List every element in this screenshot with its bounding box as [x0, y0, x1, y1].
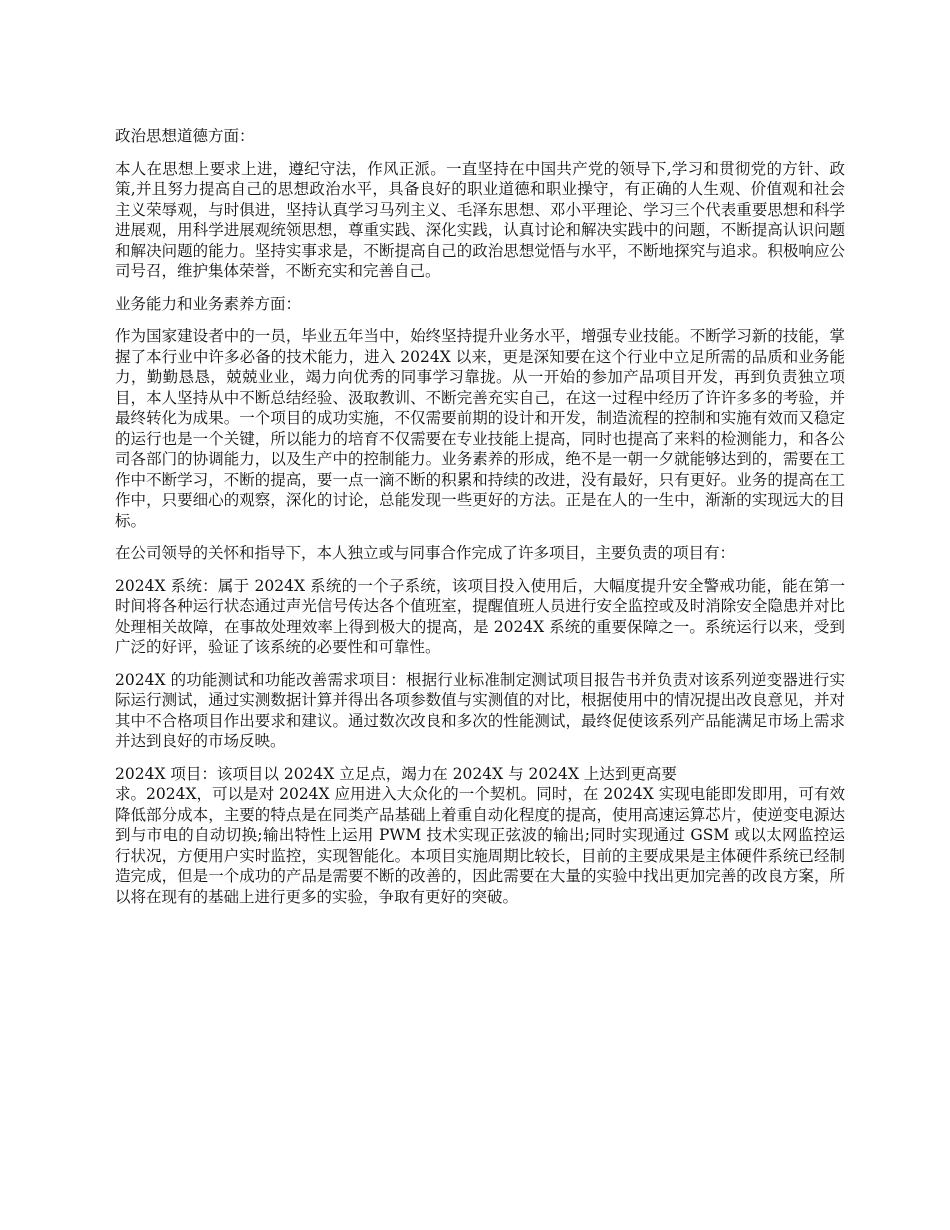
paragraph-politics: 本人在思想上要求上进，遵纪守法，作风正派。一直坚持在中国共产党的领导下,学习和贯彻党的方针、政策,并且努力提高自己的思想政治水平，具备良好的职业道德和职业操守，有正确的人生观、价值观和社会主义荣辱观，与时俱进，坚持认真学习马列主义、毛泽东思想、邓小平理论、学习三个代表重要思想和科学进展观，用科学进展观统领思想，尊重实践、深化实践，认真讨论和解决实践中的问题，不断提高认识问题和解决问题的能力。坚持实事求是，不断提高自己的政治思想觉悟与水平，不断地探究与追求。积极响应公司号召，维护集体荣誉，不断充实和完善自己。 — [115, 159, 845, 280]
section-heading-politics: 政治思想道德方面： — [115, 127, 255, 145]
paragraph-project-inverter-line1: 2024X 项目：该项目以 2024X 立足点，竭力在 2024X 与 2024X 上达到更高要 — [115, 764, 677, 783]
paragraph-project-inverter — [115, 764, 845, 908]
document-page — [115, 126, 845, 919]
paragraph-project-testing: 2024X 的功能测试和功能改善需求项目：根据行业标准制定测试项目报告书并负责对该系列逆变器进行实际运行测试，通过实测数据计算并得出各项参数值与实测值的对比，根据使用中的情况提出改良意见，并对其中不合格项目作出要求和建议。通过数次改良和多次的性能测试，最终促使该系列产品能满足市场上需求并达到良好的市场反映。 — [115, 670, 845, 750]
paragraph-project-system: 2024X 系统：属于 2024X 系统的一个子系统，该项目投入使用后，大幅度提升安全警戒功能，能在第一时间将各种运行状态通过声光信号传达各个值班室，提醒值班人员进行安全监控或及时消除安全隐患并对比处理相关故障，在事故处理效率上得到极大的提高，是 2024X 系统的重要保障之一。系统运行以来，受到广泛的好评，验证了该系统的必要性和可靠性。 — [115, 576, 845, 656]
paragraph-projects-intro: 在公司领导的关怀和指导下，本人独立或与同事合作完成了许多项目，主要负责的项目有： — [115, 544, 736, 562]
section-heading-business: 业务能力和业务素养方面： — [115, 294, 302, 313]
paragraph-business: 作为国家建设者中的一员，毕业五年当中，始终坚持提升业务水平，增强专业技能。不断学习新的技能，掌握了本行业中许多必备的技术能力，进入 2024X 以来，更是深知要在这个行业中立足所需的品质和业务能力，勤勤恳恳，兢兢业业，竭力向优秀的同事学习靠拢。从一开始的参加产品项目开发，再到负责独立项目，本人坚持从中不断总结经验、汲取教训、不断完善充实自己，在这一过程中经历了许许多多的考验，并最终转化为成果。一个项目的成功实施，不仅需要前期的设计和开发，制造流程的控制和实施有效而又稳定的运行也是一个关键，所以能力的培育不仅需要在专业技能上提高，同时也提高了来料的检测能力，和各公司各部门的协调能力，以及生产中的控制能力。业务素养的形成，绝不是一朝一夕就能够达到的，需要在工作中不断学习，不断的提高，要一点一滴不断的积累和持续的改进，没有最好，只有更好。业务的提高在工作中，只要细心的观察，深化的讨论，总能发现一些更好的方法。正是在人的一生中，渐渐的实现远大的目标。 — [115, 327, 845, 530]
paragraph-project-inverter-body: 求。2024X，可以是对 2024X 应用进入大众化的一个契机。同时，在 2024X 实现电能即发即用，可有效降低部分成本，主要的特点是在同类产品基础上着重自动化程度的提高，使用高速运算芯片，使逆变电源达到与市电的自动切换;输出特性上运用 PWM 技术实现正弦波的输出;同时实现通过 GSM 或以太网监控运行状况，方便用户实时监控，实现智能化。本项目实施周期比较长，目前的主要成果是主体硬件系统已经制造完成，但是一个成功的产品是需要不断的改善的，因此需要在大量的实验中找出更加完善的改良方案，所以将在现有的基础上进行更多的实验，争取有更好的突破。 — [115, 785, 845, 906]
